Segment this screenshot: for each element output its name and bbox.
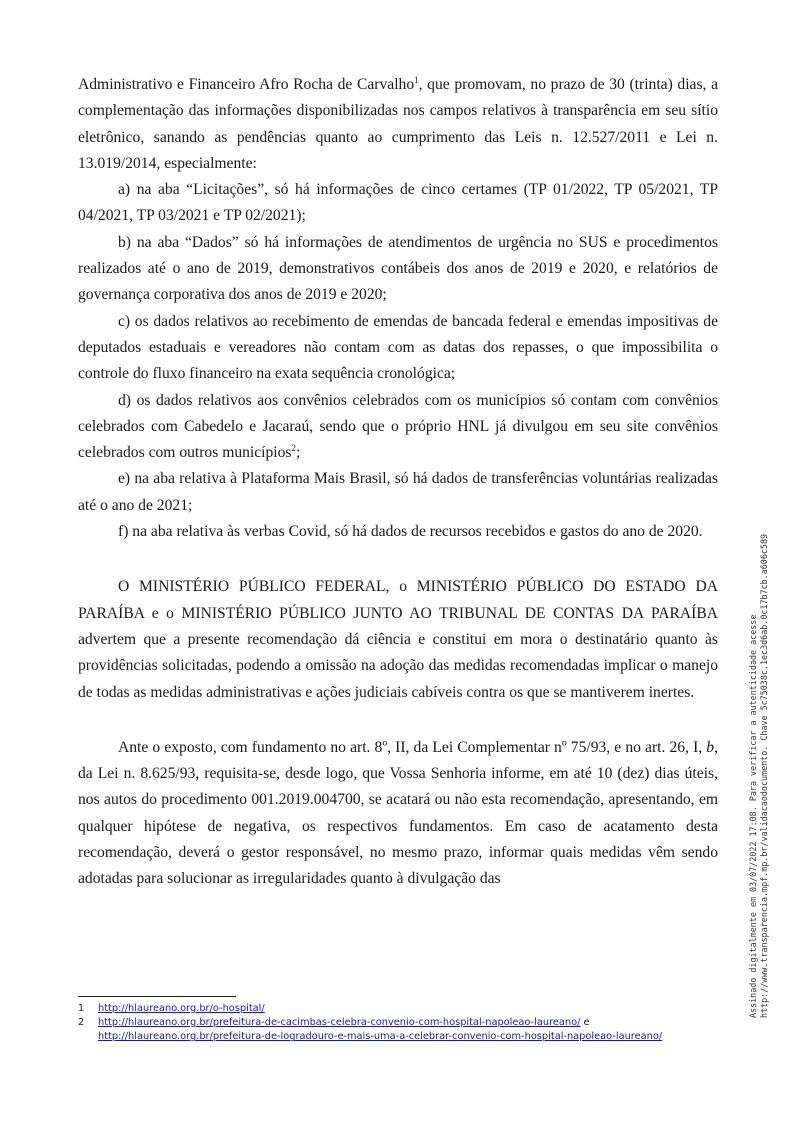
- intro-text-start: Administrativo e Financeiro Afro Rocha de Carvalho: [78, 76, 415, 93]
- paragraph-ante-exposto: [78, 735, 718, 893]
- item-c: c) os dados relativos ao recebimento de emendas de bancada federal e emendas impositivas de deputados estaduais e vereadores não contam com as datas dos repasses, o que impossibilita o controle do fluxo financeiro na exata sequência cronológica;: [78, 312, 718, 383]
- item-d-end: ;: [296, 444, 301, 462]
- item-a: a) na aba “Licitações”, só há informações de cinco certames (TP 01/2022, TP 05/2021, TP 04/2021, TP 03/2021 e TP 02/2021);: [78, 181, 718, 225]
- footnote-ref-1[interactable]: 1: [414, 74, 419, 85]
- paragraph-ministerio: O MINISTÉRIO PÚBLICO FEDERAL, o MINISTÉRIO PÚBLICO DO ESTADO DA PARAÍBA e o MINISTÉRIO PÚBLICO JUNTO AO TRIBUNAL DE CONTAS DA PARAÍBA advertem que a presente recomendação dá ciência e constitui em mora o destinatário quanto às providências solicitadas, podendo a omissão na adoção das medidas recomendadas implicar o manejo de todas as medidas administrativas e ações judiciais cabíveis contra os que se mantiverem inertes.: [78, 578, 718, 701]
- item-f: f) na aba relativa às verbas Covid, só há dados de recursos recebidos e gastos do ano de 2020.: [118, 523, 703, 541]
- intro-text-end: , que promovam, no prazo de 30 (trinta) dias, a complementação das informações disponibilizadas nos campos relativos à transparência em seu sítio eletrônico, sanando as pendências quanto ao cumprimento das Leis n. 12.527/2011 e Lei n. 13.019/2014, especialmente:: [78, 76, 718, 172]
- document-body: [78, 72, 718, 893]
- footnote-ref-2[interactable]: 2: [291, 442, 297, 453]
- ante-text-end: , da Lei n. 8.625/93, requisita-se, desde logo, que Vossa Senhoria informe, em até 10 (dez) dias úteis, nos autos do procedimento 001.2019.004700, se acatará ou não esta recomendação, apresentando, em qualquer hipótese de negativa, os respectivos fundamentos. Em caso de acatamento desta recomendação, deverá o gestor responsável, no mesmo prazo, informar quais medidas vêm sendo adotadas para solucionar as irregularidades quanto à divulgação das: [78, 738, 718, 888]
- footnote-2-separator: e: [580, 1017, 590, 1029]
- footnote-2-link-2[interactable]: http://hlaureano.org.br/prefeitura-de-logradouro-e-mais-uma-a-celebrar-convenio-com-hospital-napoleao-laureano/: [98, 1031, 663, 1043]
- ante-italic-b: b: [706, 738, 715, 756]
- digital-signature-stamp: [748, 398, 770, 1018]
- signature-stamp-line-1: Assinado digitalmente em 03/07/2022 17:08. Para verificar a autenticidade acesse: [748, 614, 758, 1018]
- footnote-2-link-1[interactable]: http://hlaureano.org.br/prefeitura-de-cacimbas-celebra-convenio-com-hospital-napoleao-laureano/: [98, 1017, 581, 1029]
- footnote-1-number: 1: [78, 1003, 85, 1014]
- footnote-divider: [78, 996, 236, 997]
- item-d-text: d) os dados relativos aos convênios celebrados com os municípios só contam com convênios celebrados com Cabedelo e Jacaraú, sendo que o próprio HNL já divulgou em seu site convênios celebrados com outros municípios: [78, 391, 718, 462]
- footnotes: [78, 1002, 738, 1045]
- signature-stamp-line-2[interactable]: http://www.transparencia.mpf.mp.br/validacaodocumento. Chave 5c75038c.1ec3d6ab.0c17b7cb.a606c589: [759, 533, 769, 1018]
- footnote-2-number: 2: [78, 1017, 85, 1029]
- ante-text-start: Ante o exposto, com fundamento no art. 8º, II, da Lei Complementar nº 75/93, e no art. 26, I,: [118, 738, 707, 756]
- paragraph-intro: [78, 72, 718, 177]
- item-e: e) na aba relativa à Plataforma Mais Brasil, só há dados de transferências voluntárias realizadas até o ano de 2021;: [78, 470, 718, 514]
- item-d: [78, 388, 718, 467]
- footnote-2: [78, 1016, 738, 1044]
- footnote-1-link[interactable]: http://hlaureano.org.br/o-hospital/: [98, 1003, 265, 1014]
- item-b: b) na aba “Dados” só há informações de atendimentos de urgência no SUS e procedimentos realizados até o ano de 2019, demonstrativos contábeis dos anos de 2019 e 2020, e relatórios de governança corporativa dos anos de 2019 e 2020;: [78, 233, 718, 304]
- footnote-1: [78, 1002, 738, 1016]
